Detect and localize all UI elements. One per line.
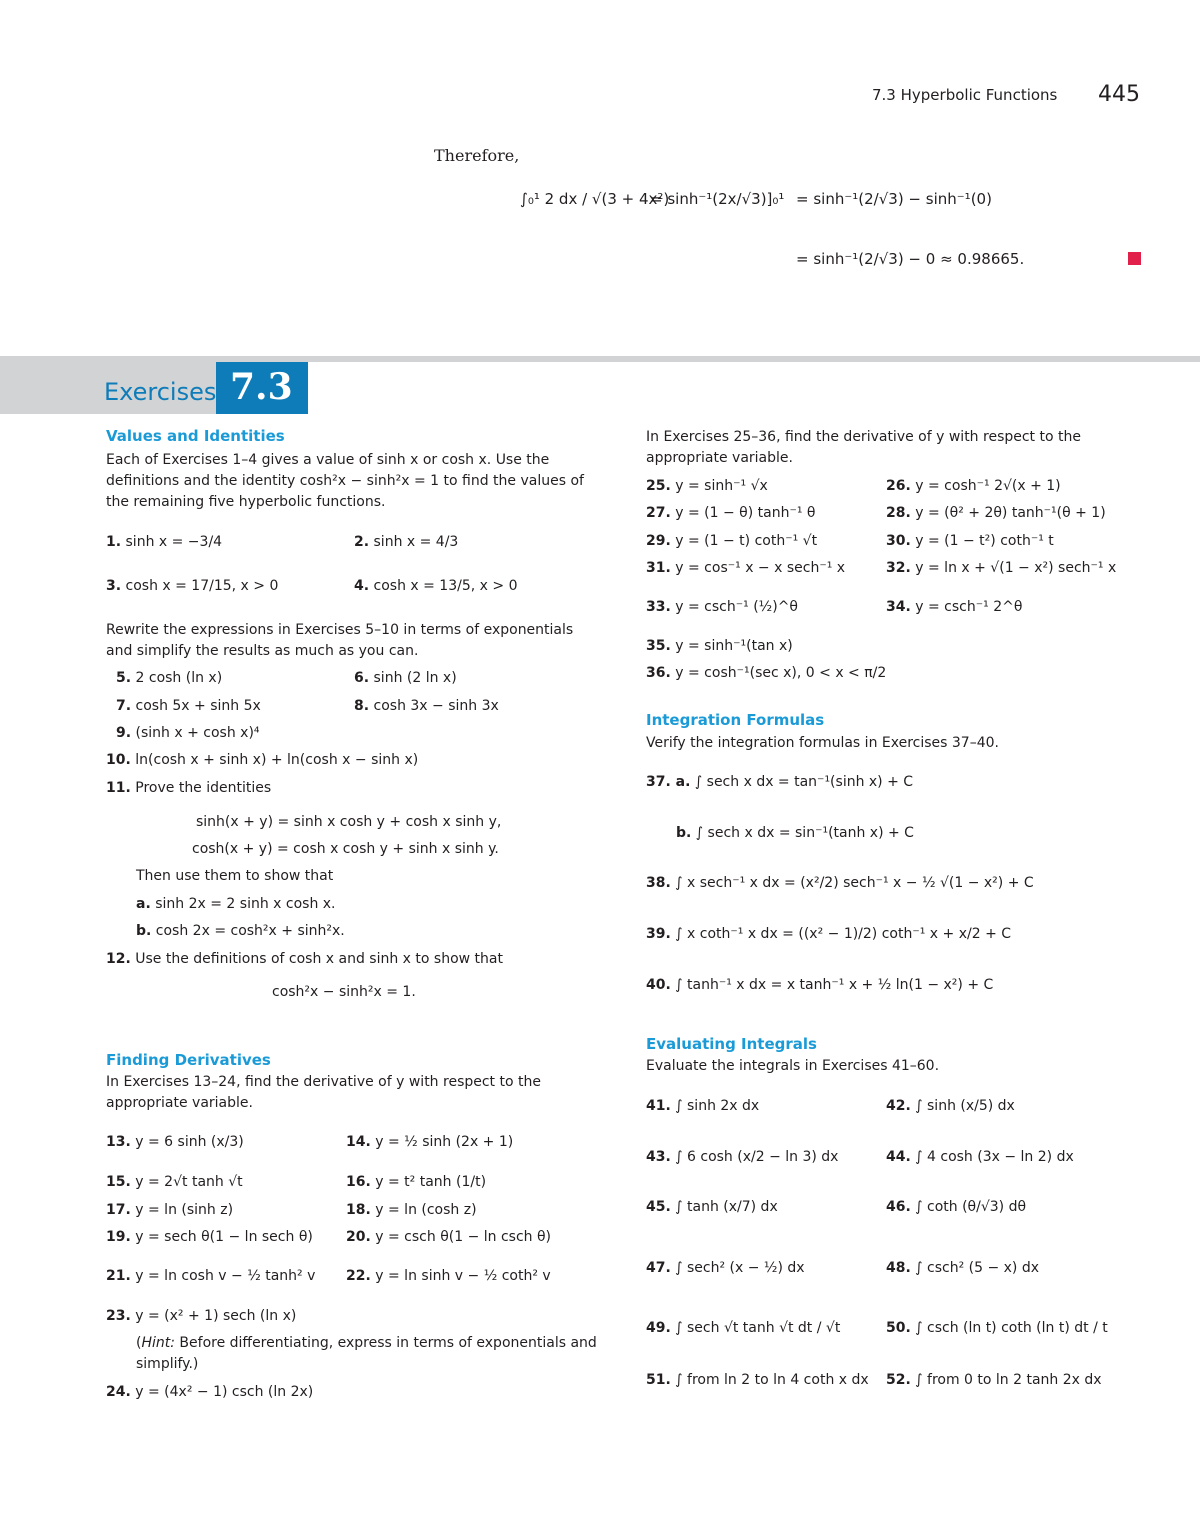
exercise-10-text: ln(cosh x + sinh x) + ln(cosh x − sinh x) — [135, 752, 419, 768]
exercise-35: 35. y = sinh⁻¹(tan x) — [646, 638, 793, 654]
exercise-30-text: y = (1 − t²) coth⁻¹ t — [915, 533, 1054, 549]
exercise-35-text: y = sinh⁻¹(tan x) — [675, 638, 793, 654]
exercise-23-hint: (Hint: Before differentiating, express in terms of exponentials and simplify.) — [136, 1335, 597, 1372]
exercise-9-text: (sinh x + cosh x)⁴ — [135, 725, 260, 741]
exercise-23: 23. y = (x² + 1) sech (ln x) — [106, 1308, 297, 1324]
exercise-46: 46. ∫ coth (θ/√3) dθ — [886, 1199, 1027, 1215]
exercise-34-text: y = csch⁻¹ 2^θ — [915, 599, 1023, 615]
exercise-46-text: ∫ coth (θ/√3) dθ — [915, 1199, 1027, 1215]
integration-intro: Verify the integration formulas in Exercises 37–40. — [646, 735, 999, 751]
exercise-28: 28. y = (θ² + 2θ) tanh⁻¹(θ + 1) — [886, 505, 1106, 521]
exercise-45: 45. ∫ tanh (x/7) dx — [646, 1199, 778, 1215]
exercise-43: 43. ∫ 6 cosh (x/2 − ln 3) dx — [646, 1149, 839, 1165]
exercise-47-text: ∫ sech² (x − ½) dx — [675, 1260, 805, 1276]
exercise-44: 44. ∫ 4 cosh (3x − ln 2) dx — [886, 1149, 1074, 1165]
exercise-49-text: ∫ sech √t tanh √t dt / √t — [675, 1320, 841, 1336]
exercise-37b-text: ∫ sech x dx = sin⁻¹(tanh x) + C — [695, 825, 914, 841]
exercise-11a-text: sinh 2x = 2 sinh x cosh x. — [155, 896, 336, 912]
exercise-24-text: y = (4x² − 1) csch (ln 2x) — [135, 1384, 314, 1400]
exercise-1: 1. sinh x = −3/4 — [106, 534, 223, 550]
exercise-40-text: ∫ tanh⁻¹ x dx = x tanh⁻¹ x + ½ ln(1 − x²) + C — [675, 977, 994, 993]
exercise-32-text: y = ln x + √(1 − x²) sech⁻¹ x — [915, 560, 1117, 576]
exercise-4: 4. cosh x = 13/5, x > 0 — [354, 578, 518, 594]
exercise-33-text: y = csch⁻¹ (½)^θ — [675, 599, 798, 615]
exercise-12-equation: cosh²x − sinh²x = 1. — [272, 984, 416, 1000]
running-head-section: 7.3 Hyperbolic Functions — [872, 86, 1058, 104]
exercise-41-text: ∫ sinh 2x dx — [675, 1098, 760, 1114]
exercise-25-text: y = sinh⁻¹ √x — [675, 478, 768, 494]
exercise-42: 42. ∫ sinh (x/5) dx — [886, 1098, 1015, 1114]
section-title-values: Values and Identities — [106, 427, 285, 445]
exercise-1-text: sinh x = −3/4 — [125, 534, 223, 550]
exercise-48: 48. ∫ csch² (5 − x) dx — [886, 1260, 1040, 1276]
example-equation-line2: = sinh⁻¹(2/√3) − 0 ≈ 0.98665. — [796, 250, 1025, 268]
exercise-17: 17. y = ln (sinh z) — [106, 1202, 234, 1218]
exercise-45-text: ∫ tanh (x/7) dx — [675, 1199, 778, 1215]
exercise-42-text: ∫ sinh (x/5) dx — [915, 1098, 1015, 1114]
exercise-13-text: y = 6 sinh (x/3) — [135, 1134, 244, 1150]
section-title-derivatives: Finding Derivatives — [106, 1051, 271, 1069]
exercise-21: 21. y = ln cosh v − ½ tanh² v — [106, 1268, 316, 1284]
exercise-7-text: cosh 5x + sinh 5x — [135, 698, 261, 714]
exercise-36: 36. y = cosh⁻¹(sec x), 0 < x < π/2 — [646, 665, 887, 681]
exercise-47: 47. ∫ sech² (x − ½) dx — [646, 1260, 805, 1276]
exercise-40: 40. ∫ tanh⁻¹ x dx = x tanh⁻¹ x + ½ ln(1 − x²) + C — [646, 977, 994, 993]
exercise-2-text: sinh x = 4/3 — [373, 534, 459, 550]
example-equation-line1-lhs: ∫₀¹ 2 dx / √(3 + 4x²) — [520, 190, 670, 208]
exercise-22: 22. y = ln sinh v − ½ coth² v — [346, 1268, 551, 1284]
example-equation-line1-mid: = sinh⁻¹(2x/√3)]₀¹ — [650, 190, 785, 208]
exercise-18-text: y = ln (cosh z) — [375, 1202, 477, 1218]
exercise-26-text: y = cosh⁻¹ 2√(x + 1) — [915, 478, 1061, 494]
therefore-text: Therefore, — [434, 146, 520, 165]
exercise-20: 20. y = csch θ(1 − ln csch θ) — [346, 1229, 552, 1245]
exercise-11-then: Then use them to show that — [136, 868, 334, 884]
exercise-11-identity-1: sinh(x + y) = sinh x cosh y + cosh x sinh y, — [196, 814, 502, 830]
exercise-50-text: ∫ csch (ln t) coth (ln t) dt / t — [915, 1320, 1108, 1336]
exercise-16: 16. y = t² tanh (1/t) — [346, 1174, 487, 1190]
section-title-evaluating-integrals: Evaluating Integrals — [646, 1035, 817, 1053]
intro-25-36: In Exercises 25–36, find the derivative of y with respect to the appropriate variable. — [646, 429, 1081, 466]
exercise-44-text: ∫ 4 cosh (3x − ln 2) dx — [915, 1149, 1074, 1165]
exercise-41: 41. ∫ sinh 2x dx — [646, 1098, 760, 1114]
exercise-19-text: y = sech θ(1 − ln sech θ) — [135, 1229, 313, 1245]
exercise-26: 26. y = cosh⁻¹ 2√(x + 1) — [886, 478, 1061, 494]
exercise-34: 34. y = csch⁻¹ 2^θ — [886, 599, 1023, 615]
exercise-4-text: cosh x = 13/5, x > 0 — [373, 578, 518, 594]
exercise-13: 13. y = 6 sinh (x/3) — [106, 1134, 244, 1150]
exercise-8: 8. cosh 3x − sinh 3x — [354, 698, 499, 714]
exercise-23-text: y = (x² + 1) sech (ln x) — [135, 1308, 297, 1324]
running-head — [872, 86, 1057, 104]
exercise-11a: a. sinh 2x = 2 sinh x cosh x. — [136, 896, 336, 912]
exercise-39-text: ∫ x coth⁻¹ x dx = ((x² − 1)/2) coth⁻¹ x + x/2 + C — [675, 926, 1012, 942]
exercise-28-text: y = (θ² + 2θ) tanh⁻¹(θ + 1) — [915, 505, 1106, 521]
values-intro: Each of Exercises 1–4 gives a value of sinh x or cosh x. Use the definitions and the identity cosh²x − sinh²x = 1 to find the values of the remaining five hyperbolic functions. — [106, 452, 584, 510]
exercise-3: 3. cosh x = 17/15, x > 0 — [106, 578, 279, 594]
exercise-15: 15. y = 2√t tanh √t — [106, 1174, 243, 1190]
exercise-22-text: y = ln sinh v − ½ coth² v — [375, 1268, 551, 1284]
exercise-23-hint-label: Hint: — [141, 1335, 175, 1351]
exercise-39: 39. ∫ x coth⁻¹ x dx = ((x² − 1)/2) coth⁻¹ x + x/2 + C — [646, 926, 1012, 942]
exercise-17-text: y = ln (sinh z) — [135, 1202, 234, 1218]
exercise-37a-text: ∫ sech x dx = tan⁻¹(sinh x) + C — [694, 774, 914, 790]
exercise-12: 12. Use the definitions of cosh x and sinh x to show that — [106, 951, 503, 967]
exercise-18: 18. y = ln (cosh z) — [346, 1202, 477, 1218]
exercises-header-number: 7.3 — [230, 366, 293, 408]
exercise-20-text: y = csch θ(1 − ln csch θ) — [375, 1229, 552, 1245]
exercise-43-text: ∫ 6 cosh (x/2 − ln 3) dx — [675, 1149, 839, 1165]
exercise-11-text: Prove the identities — [135, 780, 272, 796]
exercise-31-text: y = cos⁻¹ x − x sech⁻¹ x — [675, 560, 846, 576]
exercise-27: 27. y = (1 − θ) tanh⁻¹ θ — [646, 505, 816, 521]
exercise-38: 38. ∫ x sech⁻¹ x dx = (x²/2) sech⁻¹ x − ½ √(1 − x²) + C — [646, 875, 1034, 891]
exercise-50: 50. ∫ csch (ln t) coth (ln t) dt / t — [886, 1320, 1108, 1336]
exercise-11b: b. cosh 2x = cosh²x + sinh²x. — [136, 923, 345, 939]
exercise-37a: 37. a. ∫ sech x dx = tan⁻¹(sinh x) + C — [646, 774, 914, 790]
exercise-52: 52. ∫ from 0 to ln 2 tanh 2x dx — [886, 1372, 1102, 1388]
exercise-37b: b. ∫ sech x dx = sin⁻¹(tanh x) + C — [676, 825, 914, 841]
exercise-52-text: ∫ from 0 to ln 2 tanh 2x dx — [915, 1372, 1102, 1388]
exercise-14-text: y = ½ sinh (2x + 1) — [375, 1134, 514, 1150]
exercise-5: 5. 2 cosh (ln x) — [116, 670, 223, 686]
exercise-23-hint-text: Before differentiating, express in terms of exponentials and simplify. — [136, 1335, 597, 1372]
exercise-51-text: ∫ from ln 2 to ln 4 coth x dx — [675, 1372, 869, 1388]
exercise-2: 2. sinh x = 4/3 — [354, 534, 459, 550]
exercise-32: 32. y = ln x + √(1 − x²) sech⁻¹ x — [886, 560, 1117, 576]
exercise-30: 30. y = (1 − t²) coth⁻¹ t — [886, 533, 1054, 549]
derivatives-intro: In Exercises 13–24, find the derivative of y with respect to the appropriate variable. — [106, 1074, 541, 1111]
example-equation-line1-rhs: = sinh⁻¹(2/√3) − sinh⁻¹(0) — [796, 190, 992, 208]
exercise-25: 25. y = sinh⁻¹ √x — [646, 478, 768, 494]
exercise-36-text: y = cosh⁻¹(sec x), 0 < x < π/2 — [675, 665, 887, 681]
exercise-16-text: y = t² tanh (1/t) — [375, 1174, 487, 1190]
exercise-38-text: ∫ x sech⁻¹ x dx = (x²/2) sech⁻¹ x − ½ √(1 − x²) + C — [675, 875, 1034, 891]
evaluating-intro: Evaluate the integrals in Exercises 41–60. — [646, 1058, 940, 1074]
exercise-31: 31. y = cos⁻¹ x − x sech⁻¹ x — [646, 560, 846, 576]
exercise-8-text: cosh 3x − sinh 3x — [373, 698, 499, 714]
exercise-49: 49. ∫ sech √t tanh √t dt / √t — [646, 1320, 841, 1336]
exercise-12-text: Use the definitions of cosh x and sinh x to show that — [135, 951, 503, 967]
exercise-3-text: cosh x = 17/15, x > 0 — [125, 578, 279, 594]
exercise-6: 6. sinh (2 ln x) — [354, 670, 457, 686]
exercise-6-text: sinh (2 ln x) — [373, 670, 457, 686]
exercise-14: 14. y = ½ sinh (2x + 1) — [346, 1134, 514, 1150]
end-of-example-marker — [1128, 252, 1141, 265]
exercise-11: 11. Prove the identities — [106, 780, 272, 796]
exercise-11-identity-2: cosh(x + y) = cosh x cosh y + sinh x sinh y. — [192, 841, 499, 857]
exercise-29: 29. y = (1 − t) coth⁻¹ √t — [646, 533, 818, 549]
exercise-27-text: y = (1 − θ) tanh⁻¹ θ — [675, 505, 816, 521]
exercise-7: 7. cosh 5x + sinh 5x — [116, 698, 261, 714]
exercises-header-label: Exercises — [104, 378, 217, 406]
exercise-15-text: y = 2√t tanh √t — [135, 1174, 243, 1190]
page-number: 445 — [1098, 82, 1140, 107]
exercise-29-text: y = (1 − t) coth⁻¹ √t — [675, 533, 818, 549]
exercise-19: 19. y = sech θ(1 − ln sech θ) — [106, 1229, 313, 1245]
exercise-33: 33. y = csch⁻¹ (½)^θ — [646, 599, 798, 615]
exercise-10: 10. ln(cosh x + sinh x) + ln(cosh x − sinh x) — [106, 752, 419, 768]
exercise-9: 9. (sinh x + cosh x)⁴ — [116, 725, 260, 741]
exercise-51: 51. ∫ from ln 2 to ln 4 coth x dx — [646, 1372, 869, 1388]
rewrite-intro: Rewrite the expressions in Exercises 5–10 in terms of exponentials and simplify the results as much as you can. — [106, 622, 574, 659]
section-title-integration-formulas: Integration Formulas — [646, 711, 825, 729]
exercise-21-text: y = ln cosh v − ½ tanh² v — [135, 1268, 316, 1284]
exercise-48-text: ∫ csch² (5 − x) dx — [915, 1260, 1040, 1276]
exercise-5-text: 2 cosh (ln x) — [135, 670, 223, 686]
exercise-24: 24. y = (4x² − 1) csch (ln 2x) — [106, 1384, 314, 1400]
exercise-11b-text: cosh 2x = cosh²x + sinh²x. — [155, 923, 345, 939]
